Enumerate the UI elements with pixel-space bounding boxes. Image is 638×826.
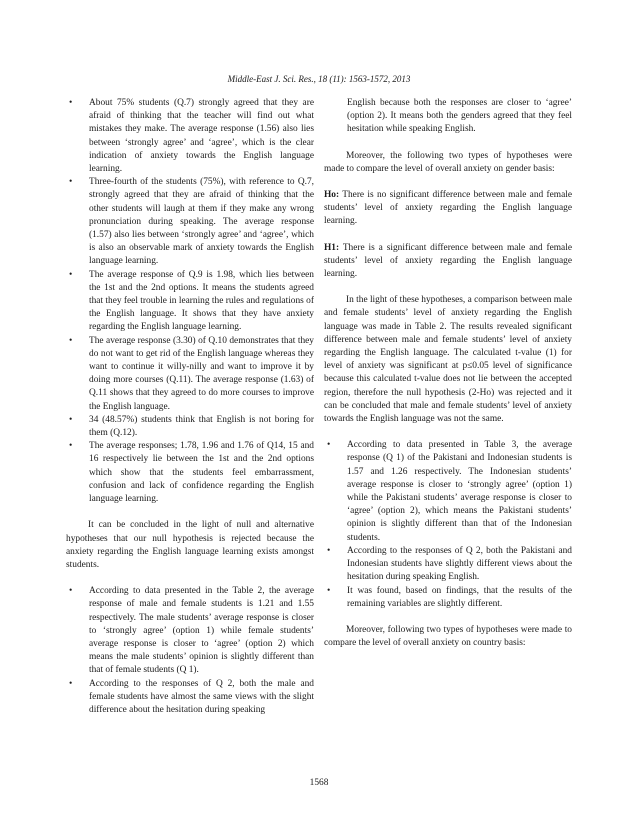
list-item: • The average responses; 1.78, 1.96 and 1.76 of Q14, 15 and 16 respectively lie between the 1st and the 2nd options which show that the students feel embarrassment, confusion and lack of confidence regarding the English language learning.	[69, 441, 314, 505]
hypotheses-intro-paragraph: Moreover, the following two types of hypotheses were made to compare the level of overall anxiety on gender basis:	[324, 150, 572, 174]
bullet-icon: •	[69, 678, 73, 689]
alternative-hypothesis: H1: There is a significant difference between male and female students’ level of anxiety regarding the English language learning.	[324, 242, 572, 280]
list-item: • About 75% students (Q.7) strongly agreed that they are afraid of thinking that the teacher will find out what mistakes they make. The average response (1.56) also lies between ‘strongly agree’ and ‘agree’, which is the clear indication of anxiety towards the English language learning.	[69, 98, 314, 175]
null-hypothesis-label: Ho:	[324, 190, 340, 201]
bullet-icon: •	[69, 441, 73, 452]
list-item: • Three-fourth of the students (75%), with reference to Q.7, strongly agreed that they are afraid of thinking that the other students will laugh at them if they make any wrong pronunciation during speaking. The average response (1.57) also lies between ‘strongly agree’ and ‘agree’, which is also an observable mark of anxiety towards the English language learning.	[69, 177, 314, 267]
list-item: • It was found, based on findings, that the results of the remaining variables are slightly different.	[327, 585, 572, 609]
list-item: • 34 (48.57%) students think that English is not boring for them (Q.12).	[69, 414, 314, 439]
bullet-icon: •	[69, 269, 73, 280]
null-hypothesis: Ho: There is no significant difference between male and female students’ level of anxiety regarding the English language learning.	[324, 190, 572, 227]
left-column	[66, 97, 314, 717]
country-hypotheses-paragraph: Moreover, following two types of hypotheses were made to compare the level of overall anxiety on country basis:	[324, 624, 572, 649]
bullet-icon: •	[69, 335, 73, 346]
list-item: • The average response of Q.9 is 1.98, which lies between the 1st and the 2nd options. It means the students agreed that they feel trouble in learning the rules and regulations of the English language. It shows that they have anxiety regarding the English language learning.	[69, 269, 314, 333]
list-item: • According to the responses of Q 2, both the Pakistani and Indonesian students have slightly different views about the hesitation during speaking English.	[327, 545, 572, 583]
list-item: • The average response (3.30) of Q.10 demonstrates that they do not want to get rid of the English language whereas they want to continue it willy-nilly and want to improve it by doing more courses (Q.11). The average response (1.63) of Q.11 shows that they agreed to do more courses to improve the English language.	[69, 335, 314, 412]
list-item: • According to data presented in the Table 2, the average response of male and female students is 1.21 and 1.55 respectively. The male students’ average response is closer to ‘strongly agree’ (option 1) while female students’ average response is closer to ‘agree’ (option 2) which means the male students’ opinion is slightly different than that of female students (Q 1).	[69, 586, 314, 676]
bullet-icon: •	[327, 585, 331, 596]
bullet-icon: •	[69, 586, 73, 597]
country-findings-list	[324, 439, 572, 611]
right-column	[324, 97, 572, 650]
bullet-icon: •	[327, 545, 331, 556]
list-item: • According to data presented in Table 3, the average response (Q 1) of the Pakistani and Indonesian students is 1.57 and 1.26 respectively. The Indonesian students’ average response is closer to ‘strongly agree’ (option 1) while the Pakistani students’ average response is closer to ‘agree’ (option 2), which means the Pakistani students’ opinion is slightly different than that of the Indonesian students.	[327, 440, 572, 543]
bullet-icon: •	[69, 414, 73, 425]
conclusion-paragraph: It can be concluded in the light of null and alternative hypotheses that our null hypothesis is rejected because the anxiety regarding the English language learning exists amongst students.	[66, 520, 314, 570]
bullet-icon: •	[327, 440, 331, 451]
comparison-paragraph: In the light of these hypotheses, a comparison between male and female students’ level of anxiety regarding the English language was made in Table 2. The results revealed significant difference between male and female students’ level of anxiety regarding the English language. The calculated t-value (1) for level of anxiety was significant at p≤0.05 level of significance because this calculated t-value does not lie between the accepted region, therefore the null hypothesis (2-Ho) was rejected and it can be concluded that male and female students’ level of anxiety towards the English language was not the same.	[324, 295, 572, 425]
findings-list-2	[66, 585, 314, 717]
list-item: • According to the responses of Q 2, both the male and female students have almost the same views with the slight difference about the hesitation during speaking	[69, 678, 314, 715]
continued-bullet-text: English because both the responses are closer to ‘agree’ (option 2). It means both the genders agreed that they feel hesitation while speaking English.	[347, 98, 572, 135]
bullet-icon: •	[69, 98, 73, 108]
findings-list-1	[66, 97, 314, 506]
running-header: Middle-East J. Sci. Res., 18 (11): 1563-1572, 2013	[227, 74, 411, 84]
alternative-hypothesis-label: H1:	[324, 242, 340, 253]
page-number: 1568	[309, 778, 329, 788]
bullet-icon: •	[69, 177, 73, 188]
